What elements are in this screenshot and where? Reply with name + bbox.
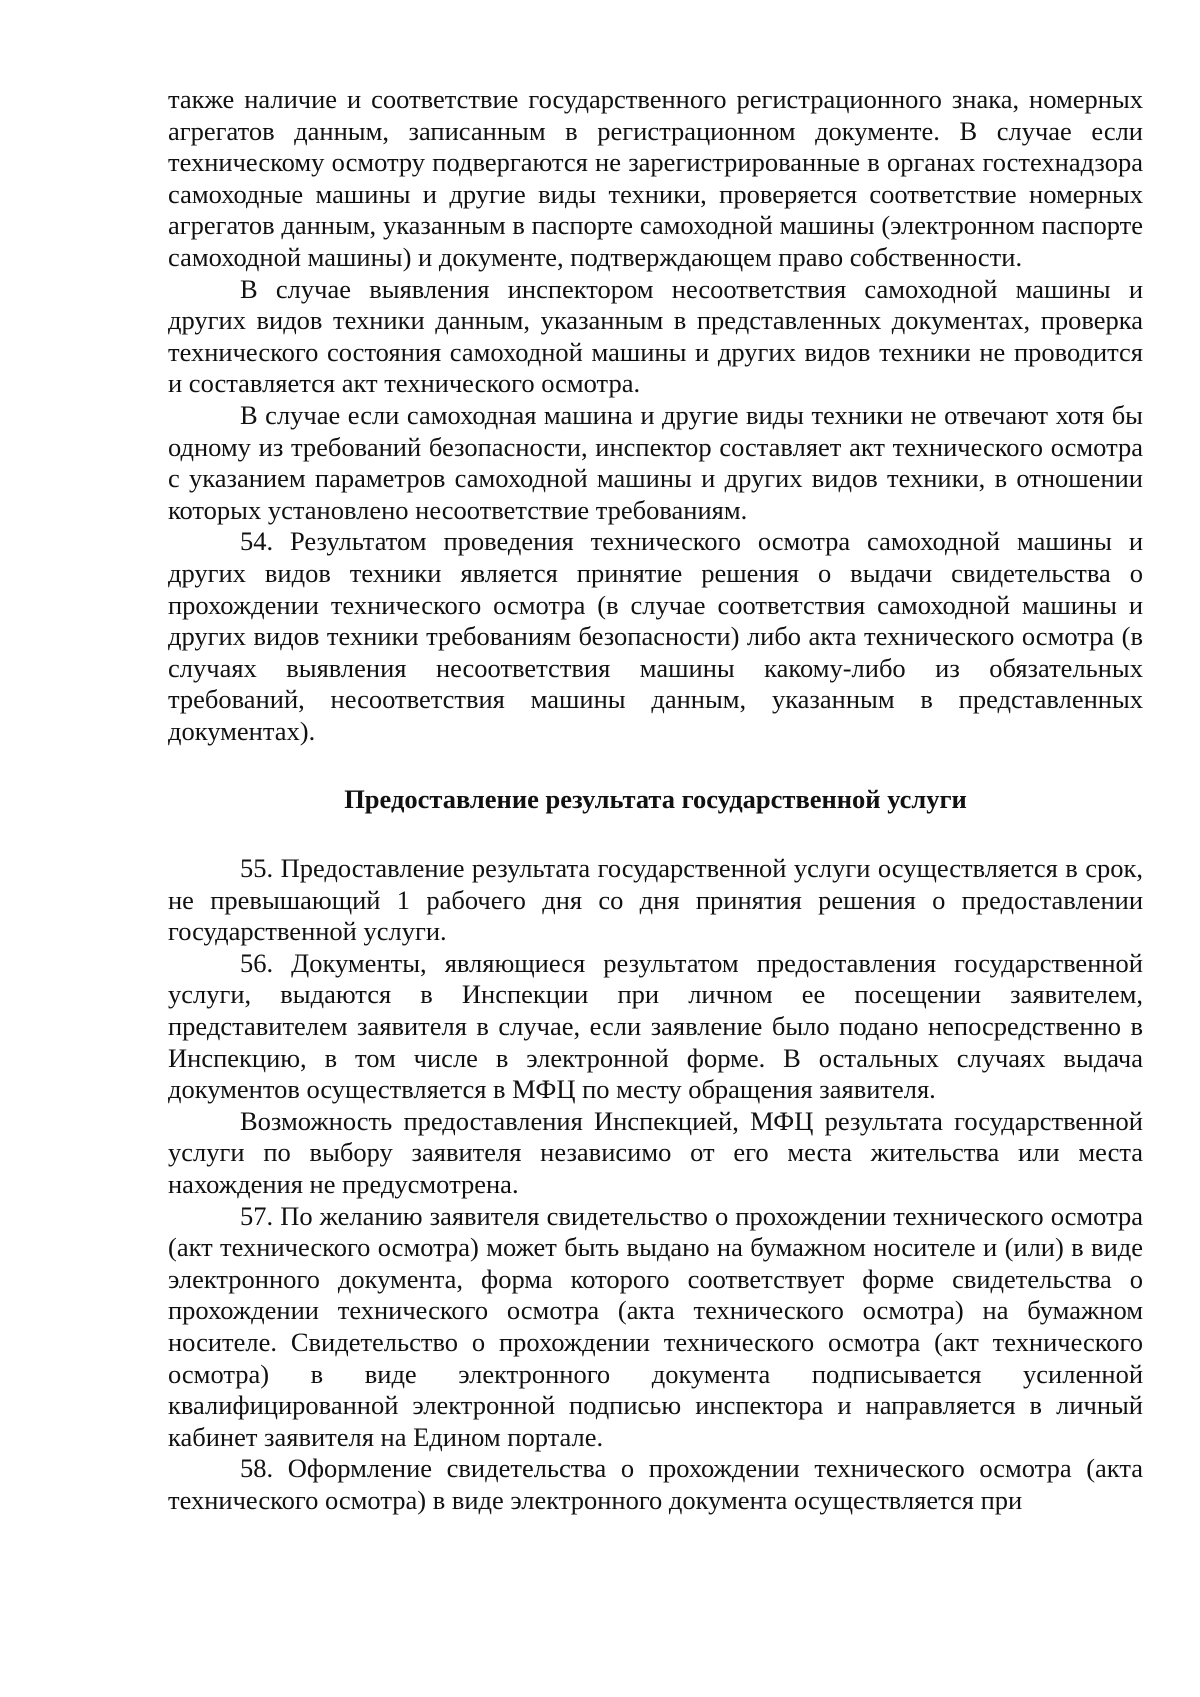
paragraph-possibility: Возможность предоставления Инспекцией, МФЦ результата государственной услуги по выбору заявителя независимо от его места жительства или места нахождения не предусмотрена. bbox=[168, 1105, 1143, 1199]
paragraph-57: 57. По желанию заявителя свидетельство о прохождении технического осмотра (акт технического осмотра) может быть выдано на бумажном носителе и (или) в виде электронного документа, форма которого соответствует форме свидетельства о прохождении технического осмотра (акта технического осмотра) на бумажном носителе. Свидетельство о прохождении технического осмотра (акт технического осмотра) в виде электронного документа подписывается усиленной квалифицированной электронной подписью инспектора и направляется в личный кабинет заявителя на Едином портале. bbox=[168, 1200, 1143, 1452]
document-page bbox=[168, 84, 1143, 1517]
paragraph-inconsistency: В случае выявления инспектором несоответствия самоходной машины и других видов техники данным, указанным в представленных документах, проверка технического состояния самоходной машины и других видов техники не проводится и составляется акт технического осмотра. bbox=[168, 273, 1143, 399]
paragraph-55: 55. Предоставление результата государственной услуги осуществляется в срок, не превышающий 1 рабочего дня со дня принятия решения о предоставлении государственной услуги. bbox=[168, 853, 1143, 947]
paragraph-58: 58. Оформление свидетельства о прохождении технического осмотра (акта технического осмотра) в виде электронного документа осуществляется при bbox=[168, 1453, 1143, 1515]
paragraph-continuation: также наличие и соответствие государственного регистрационного знака, номерных агрегатов данным, записанным в регистрационном документе. В случае если техническому осмотру подвергаются не зарегистрированные в органах гостехнадзора самоходные машины и другие виды техники, проверяется соответствие номерных агрегатов данным, указанным в паспорте самоходной машины (электронном паспорте самоходной машины) и документе, подтверждающем право собственности. bbox=[168, 84, 1143, 272]
paragraph-safety-requirements: В случае если самоходная машина и другие виды техники не отвечают хотя бы одному из требований безопасности, инспектор составляет акт технического осмотра с указанием параметров самоходной машины и других видов техники, в отношении которых установлено несоответствие требованиям. bbox=[168, 399, 1143, 525]
section-title: Предоставление результата государственной услуги bbox=[344, 784, 967, 815]
paragraph-54: 54. Результатом проведения технического осмотра самоходной машины и других видов техники является принятие решения о выдачи свидетельства о прохождении технического осмотра (в случае соответствия самоходной машины и других видов техники требованиям безопасности) либо акта технического осмотра (в случаях выявления несоответствия машины какому-либо из обязательных требований, несоответствия машины данным, указанным в представленных документах). bbox=[168, 526, 1143, 746]
paragraph-56: 56. Документы, являющиеся результатом предоставления государственной услуги, выдаются в Инспекции при личном ее посещении заявителем, представителем заявителя в случае, если заявление было подано непосредственно в Инспекцию, в том числе в электронной форме. В остальных случаях выдача документов осуществляется в МФЦ по месту обращения заявителя. bbox=[168, 947, 1143, 1105]
